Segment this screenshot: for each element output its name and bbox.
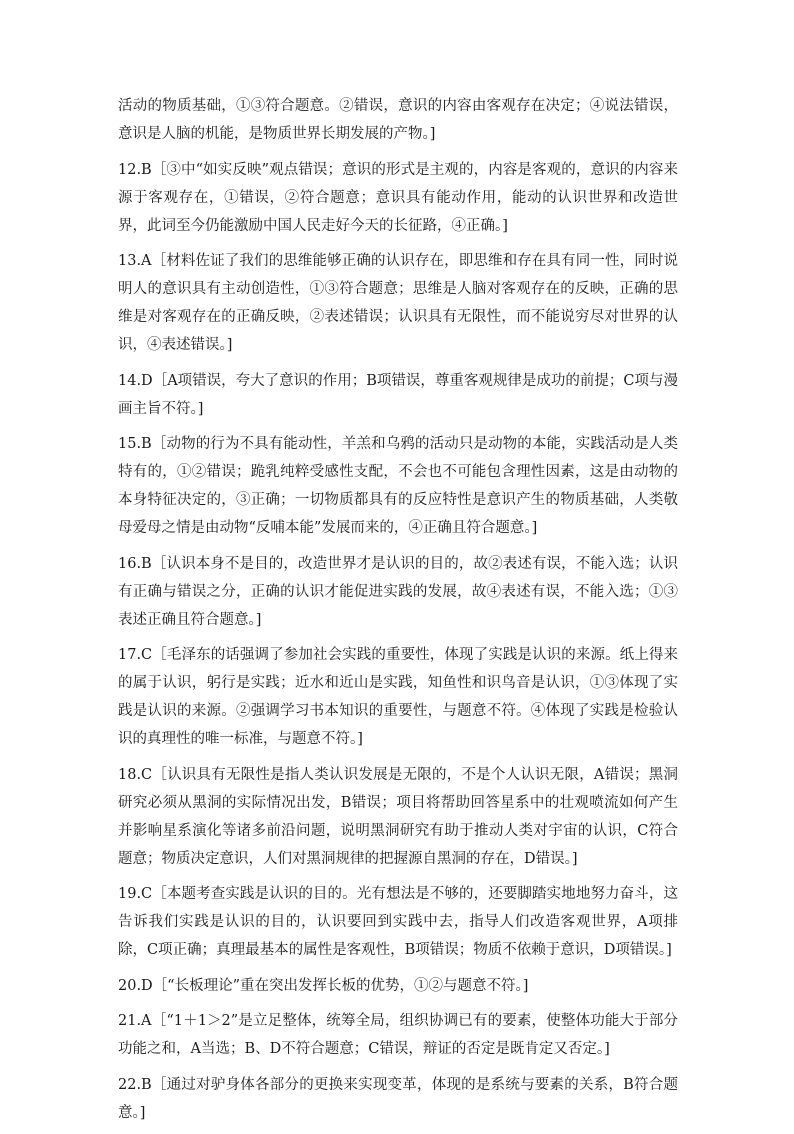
- answer-22: 22.B［通过对驴身体各部分的更换来实现变革，体现的是系统与要素的关系，B符合题意。]: [118, 1076, 678, 1121]
- answer-13: 13.A［材料佐证了我们的思维能够正确的认识存在，即思维和存在具有同一性，同时说明人的意识具有主动创造性，①③符合题意；思维是人脑对客观存在的反映，正确的思维是对客观存在的正确反映，②表述错误；认识具有无限性，而不能说穷尽对世界的认识，④表述错误。]: [118, 253, 678, 353]
- answer-19: 19.C［本题考查实践是认识的目的。光有想法是不够的，还要脚踏实地地努力奋斗，这告诉我们实践是认识的目的，认识要回到实践中去，指导人们改造客观世界，A项排除，C项正确；真理最基本的属性是客观性，B项错误；物质不依赖于意识，D项错误。]: [118, 886, 678, 958]
- answer-continuation: 活动的物质基础，①③符合题意。②错误，意识的内容由客观存在决定；④说法错误，意识是人脑的机能，是物质世界长期发展的产物。]: [118, 98, 678, 142]
- answer-15: 15.B［动物的行为不具有能动性，羊羔和乌鸦的活动只是动物的本能，实践活动是人类特有的，①②错误；跪乳纯粹受感性支配，不会也不可能包含理性因素，这是由动物的本身特征决定的，③正确；一切物质都具有的反应特性是意识产生的物质基础，人类敬母爱母之情是由动物“反哺本能”发展而来的，④正确且符合题意。]: [118, 436, 678, 536]
- answer-21: 21.A［“1＋1＞2”是立足整体，统筹全局，组织协调已有的要素，使整体功能大于部分功能之和，A当选；B、D不符合题意；C错误，辩证的否定是既肯定又否定。]: [118, 1013, 678, 1057]
- answer-18: 18.C［认识具有无限性是指人类认识发展是无限的，不是个人认识无限，A错误；黑洞研究必须从黑洞的实际情况出发，B错误；项目将帮助回答星系中的壮观喷流如何产生并影响星系演化等诸多前沿问题，说明黑洞研究有助于推动人类对宇宙的认识，C符合题意；物质决定意识，人们对黑洞规律的把握源自黑洞的存在，D错误。]: [118, 766, 678, 867]
- answer-20: 20.D［“长板理论”重在突出发挥长板的优势，①②与题意不符。]: [118, 977, 529, 994]
- answer-17: 17.C［毛泽东的话强调了参加社会实践的重要性，体现了实践是认识的来源。纸上得来的属于认识，躬行是实践；近水和近山是实践，知鱼性和识鸟音是认识，①③体现了实践是认识的来源。②强调学习书本知识的重要性，与题意不符。④体现了实践是检验认识的真理性的唯一标准，与题意不符。]: [118, 647, 678, 747]
- answer-16: 16.B［认识本身不是目的，改造世界才是认识的目的，故②表述有误，不能入选；认识有正确与错误之分，正确的认识才能促进实践的发展，故④表述有误，不能入选；①③表述正确且符合题意。]: [118, 555, 678, 628]
- answer-12: 12.B［③中“如实反映”观点错误；意识的形式是主观的，内容是客观的，意识的内容来源于客观存在，①错误，②符合题意；意识具有能动作用，能动的认识世界和改造世界，此词至今仍能激励中国人民走好今天的长征路，④正确。]: [118, 161, 678, 234]
- answer-14: 14.D［A项错误，夸大了意识的作用；B项错误，尊重客观规律是成功的前提；C项与漫画主旨不符。]: [118, 372, 678, 417]
- answer-document: [118, 92, 678, 1134]
